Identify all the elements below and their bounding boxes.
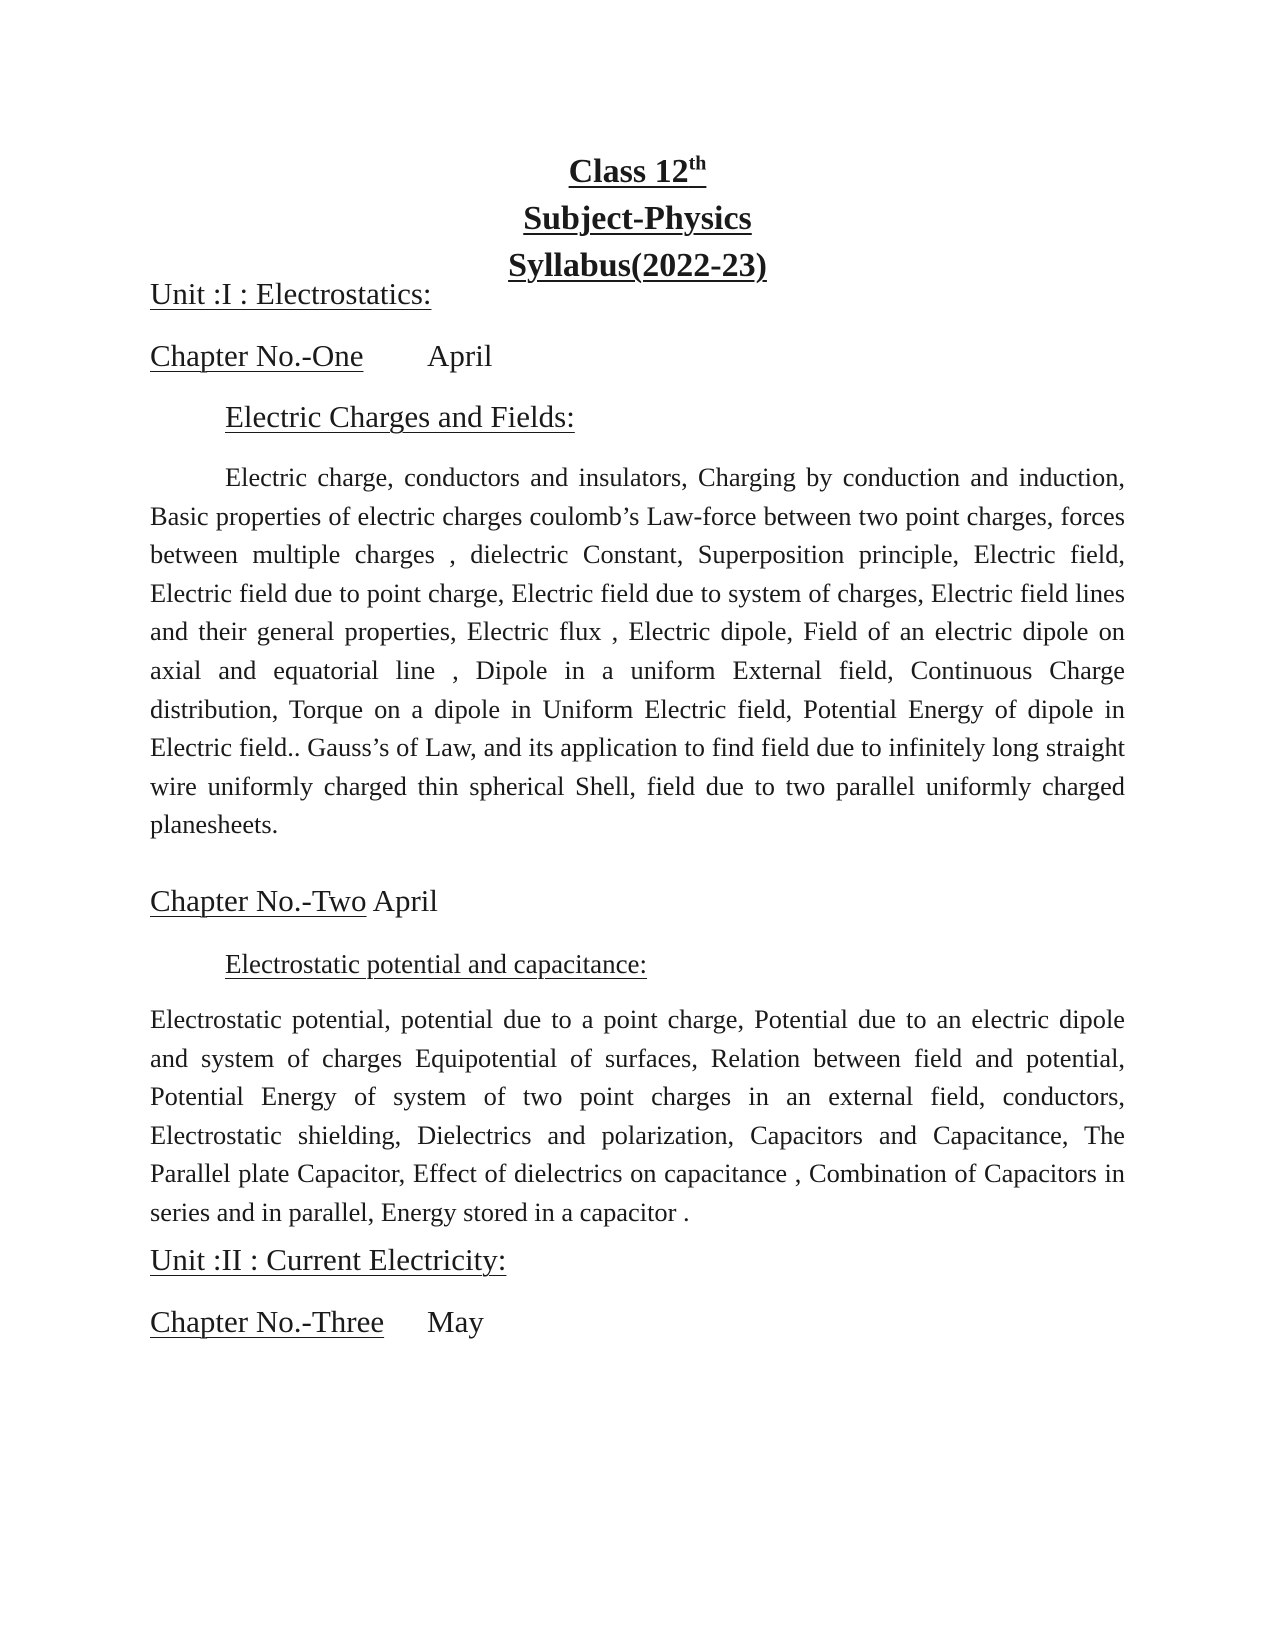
chapter-1-heading: Chapter No.-One [150,338,364,373]
chapter-2-topic: Electrostatic potential and capacitance: [225,949,648,979]
chapter-3-month: May [427,1304,484,1339]
chapter-2-heading: Chapter No.-Two April [150,883,438,918]
unit-1-heading: Unit :I : Electrostatics: [150,276,432,311]
chapter-1-content: Electric charge, conductors and insulators, Charging by conduction and induction, Basic properties of electric charges coulomb’s Law-force between two point charges, forces between multiple charges , dielectric Constant, Superposition principle, Electric field, Electric field due to point charge, Electric field due to system of charges, Electric field lines and their general properties, Electric flux , Electric dipole, Field of an electric dipole on axial and equatorial line , Dipole in a uniform External field, Continuous Charge distribution, Torque on a dipole in Uniform Electric field, Potential Energy of dipole in Electric field.. Gauss’s of Law, and its application to find field due to infinitely long straight wire uniformly charged thin spherical Shell, field due to two parallel uniformly charged planesheets. [150,462,1125,840]
subject-title: Subject-Physics [523,200,752,237]
chapter-1-month: April [427,338,493,373]
unit-2-heading: Unit :II : Current Electricity: [150,1242,507,1277]
syllabus-title: Syllabus(2022-23) [508,247,767,284]
class-title: Class 12th [568,152,707,190]
title-block [150,148,1125,289]
class-superscript: th [688,152,707,175]
chapter-2-content: Electrostatic potential, potential due to a point charge, Potential due to an electric dipole and system of charges Equipotential of surfaces, Relation between field and potential, Potential Energy of system of two point charges in an external field, conductors, Electrostatic shielding, Dielectrics and polarization, Capacitors and Capacitance, The Parallel plate Capacitor, Effect of dielectrics on capacitance , Combination of Capacitors in series and in parallel, Energy stored in a capacitor . [150,1004,1125,1227]
document-page [150,0,1125,1651]
chapter-1-topic: Electric Charges and Fields: [225,399,575,434]
chapter-2-month: April [372,883,438,918]
chapter-3-heading: Chapter No.-Three [150,1304,385,1339]
